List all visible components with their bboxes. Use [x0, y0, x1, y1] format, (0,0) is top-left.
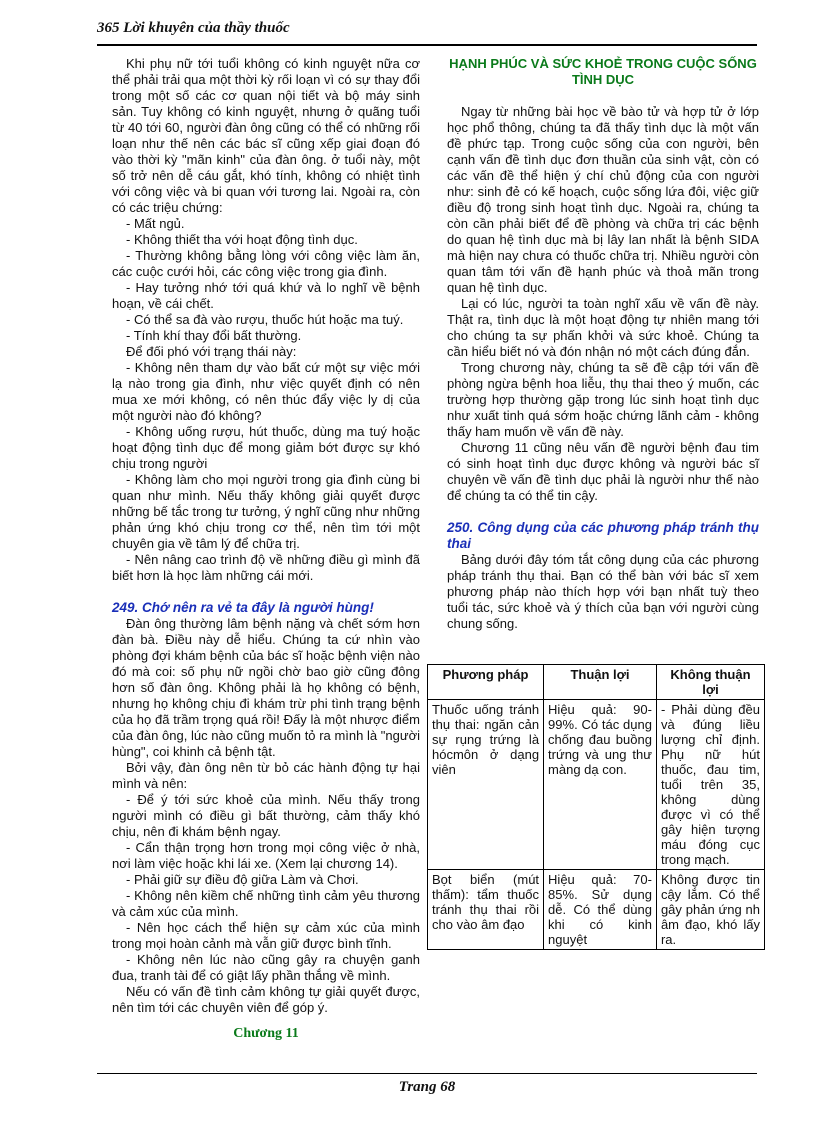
- paragraph: Để đối phó với trạng thái này:: [126, 344, 297, 359]
- list-item: - Không thiết tha với hoạt động tình dục.: [126, 232, 358, 247]
- list-item: - Không nên lúc nào cũng gây ra chuyện ganh đua, tranh tài để có giật lấy phần thắng về mình.: [112, 952, 420, 983]
- paragraph: Bảng dưới đây tóm tắt công dụng của các phương pháp tránh thụ thai. Bạn có thể bàn với bác sĩ xem phương pháp nào thích hợp với bạn nhất tuỳ theo tuổi tác, sức khoẻ và ý thích của bạn với người cùng chung sống.: [447, 552, 759, 631]
- running-header: 365 Lời khuyên của thầy thuốc: [97, 20, 290, 36]
- column-header: Thuận lợi: [544, 665, 657, 700]
- chapter-title: HẠNH PHÚC VÀ SỨC KHOẺ TRONG CUỘC SỐNG TÌNH DỤC: [449, 56, 757, 87]
- list-item: - Không nên tham dự vào bất cứ một sự việc mới lạ nào trong gia đình, như việc quyết định có nên mua xe mới không, có nên thúc đẩy việc ly dị của một người nào đó không?: [112, 360, 420, 423]
- list-item: - Không uống rượu, hút thuốc, dùng ma tuý hoặc hoạt động tình dục để mong giảm bớt được sự khó chịu trong người: [112, 424, 420, 471]
- paragraph: Bởi vậy, đàn ông nên từ bỏ các hành động tự hại mình và nên:: [112, 760, 420, 791]
- table-cell: Hiệu quả: 90-99%. Có tác dụng chống đau buồng trứng và ung thư màng dạ con.: [544, 700, 657, 870]
- list-item: - Có thể sa đà vào rượu, thuốc hút hoặc ma tuý.: [126, 312, 404, 327]
- section-heading-249: 249. Chớ nên ra vẻ ta đây là người hùng!: [112, 600, 374, 615]
- list-item: - Cẩn thận trọng hơn trong mọi công việc ở nhà, nơi làm việc hoặc khi lái xe. (Xem lại chương 14).: [112, 840, 420, 871]
- contraception-table: [427, 664, 765, 950]
- paragraph: Khi phụ nữ tới tuổi không có kinh nguyệt nữa cơ thể phải trải qua một thời kỳ rối loạn vì có sự thay đổi trong một số các cơ quan nội tiết và bộ máy sinh sản. Tuy không có kinh nguyệt, nhưng ở quãng tuổi từ 40 tới 60, người đàn ông cũng có thể có những rối loạn như thế nên các bác sĩ cũng xếp giai đoạn đó vào thời kỳ "mãn kinh" của đàn ông. ở tuổi này, một số trở nên dễ cáu gắt, khó tính, không có nhiệt tình với công việc và bi quan với tương lai. Ngoài ra, còn có các triệu chứng:: [112, 56, 420, 215]
- table-cell: - Phải dùng đều và đúng liều lượng chỉ định. Phụ nữ hút thuốc, đau tim, tuổi trên 35, không dùng được vì có thể gây hiện tượng máu đóng cục trong mạch.: [656, 700, 764, 870]
- table-cell: Không được tin cậy lắm. Có thể gây phản ứng nh âm đạo, khó lấy ra.: [656, 870, 764, 950]
- column-header: Không thuận lợi: [656, 665, 764, 700]
- table-header-row: [428, 665, 765, 700]
- list-item: - Thường không bằng lòng với công việc làm ăn, các cuộc cưới hỏi, các công việc trong gia đình.: [112, 248, 420, 279]
- list-item: - Phải giữ sự điều độ giữa Làm và Chơi.: [126, 872, 359, 887]
- table-cell: Thuốc uống tránh thụ thai: ngăn cản sự rụng trứng là hócmôn ở dạng viên: [428, 700, 544, 870]
- paragraph: Đàn ông thường lâm bệnh nặng và chết sớm hơn đàn bà. Điều này dễ hiểu. Chúng ta cứ nhìn vào phòng đợi khám bệnh của bác sĩ hoặc bệnh viện nào đó mà coi: số phụ nữ ngồi chờ bao giờ cũng đông hơn số đàn ông. Không phải là họ không có bệnh, nhưng họ không chịu đi khám trừ phi tình trạng bệnh của họ đã trầm trọng quá rồi! Đấy là một nhược điểm của đàn ông, lúc nào cũng muốn tỏ ra mình là "người hùng", coi khinh cả bệnh tật.: [112, 616, 420, 759]
- chapter-label: Chương 11: [233, 1026, 299, 1041]
- list-item: - Không nên kiềm chế những tình cảm yêu thương và cảm xúc của mình.: [112, 888, 420, 919]
- list-item: - Nên học cách thể hiện sự cảm xúc của mình trong mọi hoàn cảnh mà vẫn giữ được bình tĩnh.: [112, 920, 420, 951]
- header-divider: [97, 44, 757, 46]
- list-item: - Để ý tới sức khoẻ của mình. Nếu thấy trong người mình có điều gì bất thường, cảm thấy khó chịu, nên đi khám bệnh ngay.: [112, 792, 420, 839]
- left-column: [112, 56, 420, 1042]
- list-item: - Tính khí thay đổi bất thường.: [126, 328, 302, 343]
- list-item: - Không làm cho mọi người trong gia đình cùng bi quan như mình. Nếu thấy không giải quyết được những bế tắc trong tư tưởng, ý nghĩ cũng như những phản ứng khó chịu trong cơ thể, nên tìm tới một chuyên gia về tâm lý để chữa trị.: [112, 472, 420, 551]
- paragraph: Ngay từ những bài học về bào tử và hợp tử ở lớp học phổ thông, chúng ta đã thấy tình dục là một vấn đề phức tạp. Trong cuộc sống của con người, bên cạnh vấn đề tình dục đơn thuần của sinh vật, còn có các vấn đề thể hiện ý chí chủ động của con người như: sinh đẻ có kế hoạch, cuộc sống lứa đôi, việc giữ điều độ trong sinh hoạt tình dục. Ngoài ra, chúng ta còn cần phải biết để đề phòng và chữa trị các bệnh do quan hệ tình dục mà bị lây lan nhất là bệnh SIDA mà hiện nay chưa có thuốc chữa trị. Nhiều người còn quan tâm tới vấn đề hạnh phúc và thoả mãn trong quan hệ tình dục.: [447, 104, 759, 295]
- paragraph: Lại có lúc, người ta toàn nghĩ xấu về vấn đề này. Thật ra, tình dục là một hoạt động tự nhiên mang tới cho chúng ta sự phấn khởi và sức khoẻ. Chúng ta cần hiểu biết nó và đón nhận nó một cách đúng đắn.: [447, 296, 759, 359]
- table-row: [428, 700, 765, 870]
- paragraph: Chương 11 cũng nêu vấn đề người bệnh đau tim có sinh hoạt tình dục được không và người bác sĩ chuyên về vấn đề tình dục phải là người như thế nào để chúng ta có thể tin cậy.: [447, 440, 759, 503]
- right-column: [447, 56, 759, 632]
- paragraph: Trong chương này, chúng ta sẽ đề cập tới vấn đề phòng ngừa bệnh hoa liễu, thụ thai theo ý muốn, các trường hợp thường gặp trong lúc sinh hoạt tình dục như xuất tinh quá sớm hoặc chứng lãnh cảm - không thấy ham muốn về vấn đề này.: [447, 360, 759, 439]
- paragraph: Nếu có vấn đề tình cảm không tự giải quyết được, nên tìm tới các chuyên viên để góp ý.: [112, 984, 420, 1015]
- list-item: - Nên nâng cao trình độ về những điều gì mình đã biết hơn là học làm những cái mới.: [112, 552, 420, 583]
- table-row: [428, 870, 765, 950]
- column-header: Phương pháp: [428, 665, 544, 700]
- footer-divider: [97, 1073, 757, 1074]
- table-cell: Bọt biển (mút thấm): tẩm thuốc tránh thụ thai rồi cho vào âm đạo: [428, 870, 544, 950]
- table-cell: Hiệu quả: 70-85%. Sử dụng dễ. Có thể dùng khi có kinh nguyệt: [544, 870, 657, 950]
- list-item: - Hay tưởng nhớ tới quá khứ và lo nghĩ về bệnh hoạn, về cái chết.: [112, 280, 420, 311]
- page-number: Trang 68: [398, 1079, 456, 1095]
- list-item: - Mất ngủ.: [126, 216, 185, 231]
- section-heading-250: 250. Công dụng của các phương pháp tránh thụ thai: [447, 520, 759, 551]
